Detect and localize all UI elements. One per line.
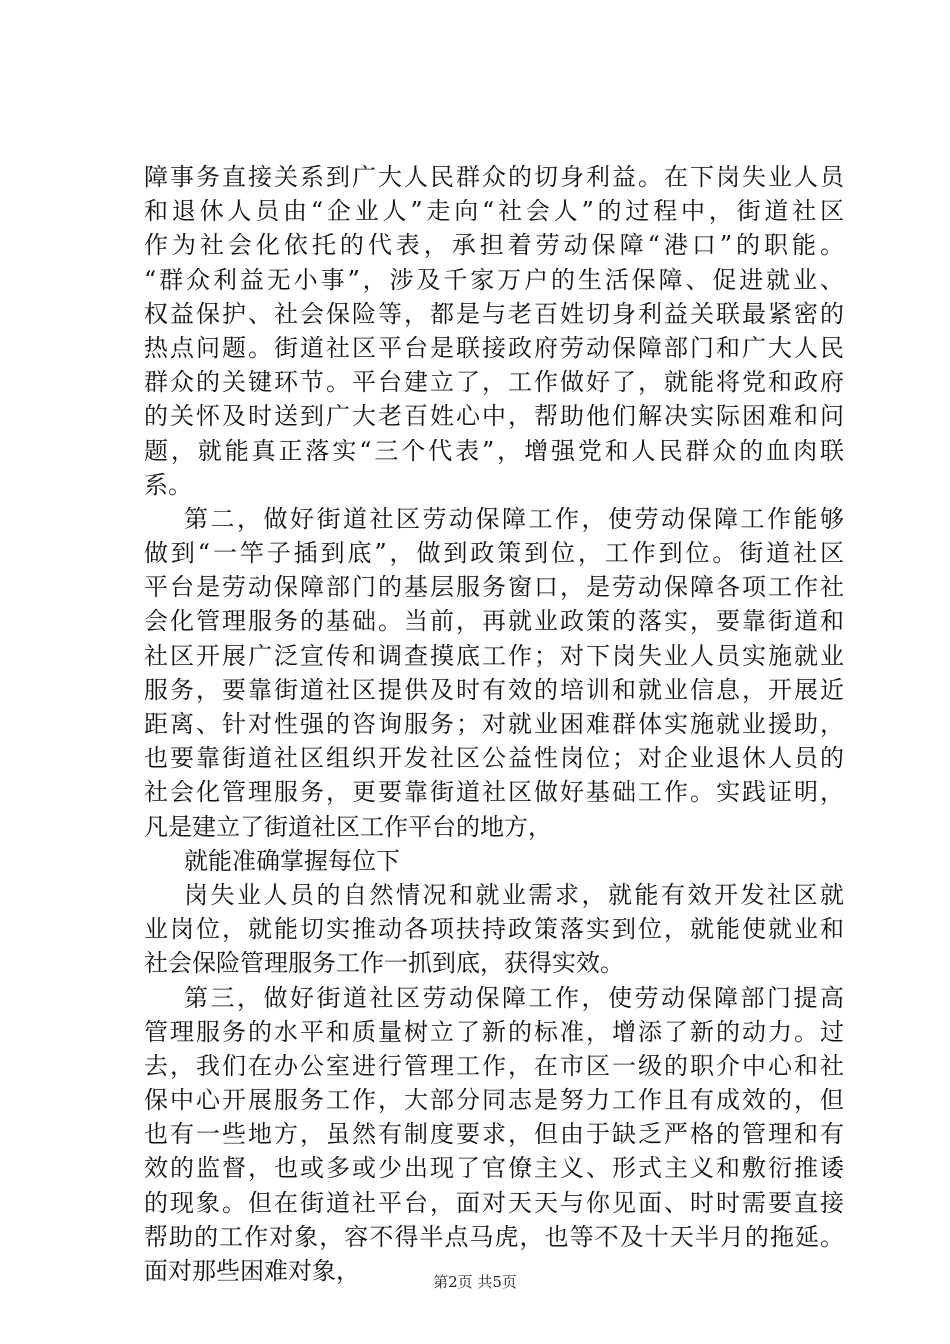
text-line: 权益保护、社会保险等，都是与老百姓切身利益关联最紧密的	[144, 299, 844, 328]
text-line: 业岗位，就能切实推动各项扶持政策落实到位，就能使就业和	[144, 915, 844, 944]
text-line: 的现象。但在街道社平台，面对天天与你见面、时时需要直接	[144, 1188, 844, 1217]
text-line: 也有一些地方，虽然有制度要求，但由于缺乏严格的管理和有	[144, 1120, 844, 1149]
text-line: 的关怀及时送到广大老百姓心中，帮助他们解决实际困难和问	[144, 402, 844, 431]
text-line: 热点问题。街道社区平台是联接政府劳动保障部门和广大人民	[144, 333, 844, 362]
text-line: 面对那些困难对象，	[144, 1257, 360, 1285]
text-line: 做到“一竿子插到底”，做到政策到位，工作到位。街道社区	[144, 539, 844, 568]
text-line: 会化管理服务的基础。当前，再就业政策的落实，要靠街道和	[144, 607, 844, 636]
text-line: 保中心开展服务工作，大部分同志是努力工作且有成效的，但	[144, 1086, 844, 1115]
text-line: 作为社会化依托的代表，承担着劳动保障“港口”的职能。	[144, 231, 844, 260]
text-line: 社会保险管理服务工作一抓到底，获得实效。	[144, 949, 624, 978]
text-line: 效的监督，也或多或少出现了官僚主义、形式主义和敷衍推诿	[144, 1154, 844, 1183]
text-line: 系。	[144, 470, 192, 499]
text-line: 社区开展广泛宣传和调查摸底工作；对下岗失业人员实施就业	[144, 641, 844, 670]
text-line: 服务，要靠街道社区提供及时有效的培训和就业信息，开展近	[144, 675, 844, 704]
document-body	[144, 160, 844, 1288]
text-line: 社会化管理服务，更要靠街道社区做好基础工作。实践证明，	[144, 778, 844, 807]
text-line: 距离、针对性强的咨询服务；对就业困难群体实施就业援助，	[144, 710, 844, 738]
paragraph-start-line: 第三，做好街道社区劳动保障工作，使劳动保障部门提高	[184, 983, 844, 1012]
text-line: 平台是劳动保障部门的基层服务窗口，是劳动保障各项工作社	[144, 573, 844, 602]
text-line: 也要靠街道社区组织开发社区公益性岗位；对企业退休人员的	[144, 744, 844, 773]
text-line: 去，我们在办公室进行管理工作，在市区一级的职介中心和社	[144, 1051, 844, 1080]
text-line: 帮助的工作对象，容不得半点马虎，也等不及十天半月的拖延。	[144, 1222, 844, 1251]
text-line: 和退休人员由“企业人”走向“社会人”的过程中，街道社区	[144, 197, 844, 226]
text-line: 障事务直接关系到广大人民群众的切身利益。在下岗失业人员	[144, 163, 844, 191]
text-line: 题，就能真正落实“三个代表”，增强党和人民群众的血肉联	[144, 436, 844, 465]
text-line: 管理服务的水平和质量树立了新的标准，增添了新的动力。过	[144, 1017, 844, 1046]
fragment-line: 就能准确掌握每位下	[184, 846, 400, 875]
paragraph-start-line: 第二，做好街道社区劳动保障工作，使劳动保障工作能够	[184, 504, 844, 533]
paragraph-start-line: 岗失业人员的自然情况和就业需求，就能有效开发社区就	[184, 880, 844, 909]
text-line: 群众的关键环节。平台建立了，工作做好了，就能将党和政府	[144, 368, 844, 397]
text-line: 凡是建立了街道社区工作平台的地方，	[144, 812, 552, 841]
page-number-footer: 第2页 共5页	[433, 1273, 517, 1291]
text-line: “群众利益无小事”，涉及千家万户的生活保障、促进就业、	[144, 265, 844, 294]
